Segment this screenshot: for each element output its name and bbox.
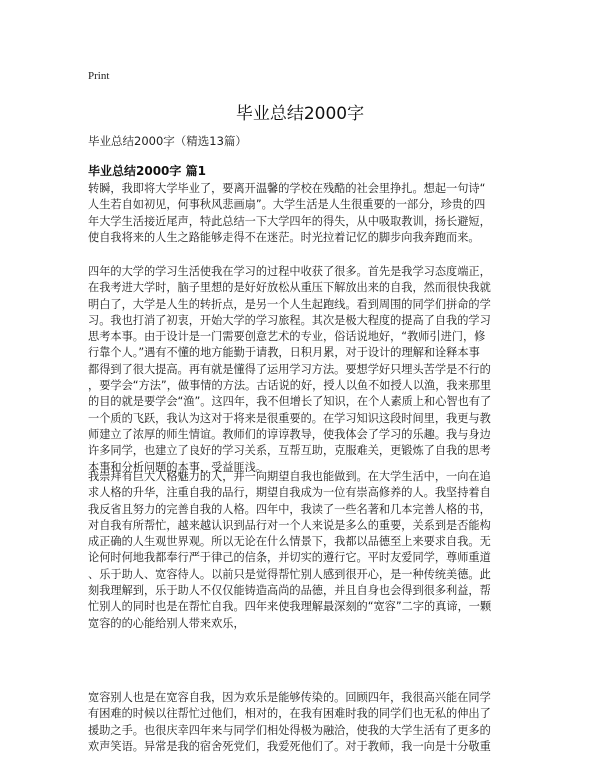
document-subtitle: 毕业总结2000字（精选13篇） bbox=[88, 134, 247, 148]
paragraph-1 bbox=[88, 181, 516, 246]
text-line: 一个质的飞跃，我认为这对于将来是很重要的。在学习知识这段时间里，我更与教 bbox=[88, 411, 491, 425]
text-line: 刻我理解到，乐于助人不仅仅能铸造高尚的品德，并且自身也会得到很多利益，帮 bbox=[88, 584, 491, 598]
text-line: 成正确的人生观世界观。所以无论在什么情景下，我都以品德至上来要求自我。无 bbox=[88, 535, 491, 549]
section-heading: 毕业总结2000字 篇1 bbox=[88, 164, 206, 178]
text-line: 、乐于助人、宽容待人。以前只是觉得帮忙别人感到很开心，是一种传统美德。此 bbox=[88, 567, 491, 581]
text-line: 习。我也打消了初衷，开始大学的学习旅程。其次是极大程度的提高了自我的学习 bbox=[88, 313, 491, 327]
text-line: 在我考进大学时，脑子里想的是好好放松从重压下解放出来的自我，然而很快我就 bbox=[88, 281, 491, 295]
text-line: 宽容别人也是在宽容自我，因为欢乐是能够传染的。回顾四年，我很高兴能在同学 bbox=[88, 691, 491, 704]
text-line: 忙别人的同时也是在帮忙自我。四年来使我理解最深刻的“宽容”二字的真谛，一颗 bbox=[88, 600, 492, 614]
text-line: 本事和分析问题的本事，受益匪浅。 bbox=[88, 460, 268, 474]
paragraph-2 bbox=[88, 264, 516, 476]
paragraph-3 bbox=[88, 469, 516, 632]
text-line: 人生若自如初见，何事秋风悲画扇”。大学生活是人生很重要的一部分，珍贵的四 bbox=[88, 198, 486, 212]
text-line: 都得到了很大提高。再有就是懂得了运用学习方法。要想学好只埋头苦学是不行的 bbox=[88, 362, 491, 376]
text-line: 转瞬，我即将大学毕业了，要离开温馨的学校在残酷的社会里挣扎。想起一句诗“ bbox=[88, 182, 486, 195]
page-title: 毕业总结2000字 bbox=[235, 104, 365, 124]
text-line: 求人格的升华，注重自我的品行，期望自我成为一位有崇高修养的人。我坚持着自 bbox=[88, 486, 491, 500]
text-line: 许多同学，也建立了良好的学习关系，互帮互助，克服难关，更锻炼了自我的思考 bbox=[88, 444, 491, 458]
text-line: 援助之手。也很庆幸四年来与同学们相处得极为融洽，使我的大学生活有了更多的 bbox=[88, 723, 491, 737]
text-line: 行靠个人。”遇有不懂的地方能勤于请教，日积月累，对于设计的理解和诠释本事 bbox=[88, 346, 480, 360]
text-line: 欢声笑语。异常是我的宿舍死党们，我爱死他们了。对于教师，我一向是十分敬重 bbox=[88, 739, 491, 753]
text-line: 的目的就是要学会“渔”。这四年，我不但增长了知识，在个人素质上和心智也有了 bbox=[88, 395, 492, 409]
print-label[interactable]: Print bbox=[88, 70, 110, 82]
text-line: 我崇拜有巨大人格魅力的人，并一向期望自我也能做到。在大学生活中，一向在追 bbox=[88, 470, 491, 483]
text-line: ，要学会“方法”，做事情的方法。古话说的好，授人以鱼不如授人以渔，我来那里 bbox=[88, 379, 492, 393]
text-line: 我反省且努力的完善自我的人格。四年中，我读了一些名著和几本完善人格的书， bbox=[88, 502, 491, 516]
text-line: 年大学生活接近尾声，特此总结一下大学四年的得失，从中吸取教训，扬长避短， bbox=[88, 214, 491, 228]
text-line: 思考本事。由于设计是一门需要创意艺术的专业，俗话说地好，“教师引进门，修 bbox=[88, 330, 486, 344]
text-line: 对自我有所帮忙，越来越认识到品行对一个人来说是多么的重要，关系到是否能构 bbox=[88, 518, 491, 532]
text-line: 四年的大学的学习生活使我在学习的过程中收获了很多。首先是我学习态度端正， bbox=[88, 265, 491, 278]
text-line: 明白了，大学是人生的转折点，是另一个人生起跑线。看到周围的同学们拼命的学 bbox=[88, 297, 491, 311]
text-line: 论何时何地我都奉行严于律己的信条，并切实的遵行它。平时友爱同学，尊师重道 bbox=[88, 551, 491, 565]
text-line: 使自我将来的人生之路能够走得不在迷茫。时光拉着记忆的脚步向我奔跑而来。 bbox=[88, 230, 480, 244]
paragraph-4 bbox=[88, 690, 516, 755]
text-line: 有困难的时候以往帮忙过他们，相对的，在我有困难时我的同学们也无私的伸出了 bbox=[88, 707, 491, 721]
text-line: 师建立了浓厚的师生情谊。教师们的谆谆教导，使我体会了学习的乐趣。我与身边 bbox=[88, 427, 491, 441]
text-line: 宽容的的心能给别人带来欢乐， bbox=[88, 616, 245, 630]
